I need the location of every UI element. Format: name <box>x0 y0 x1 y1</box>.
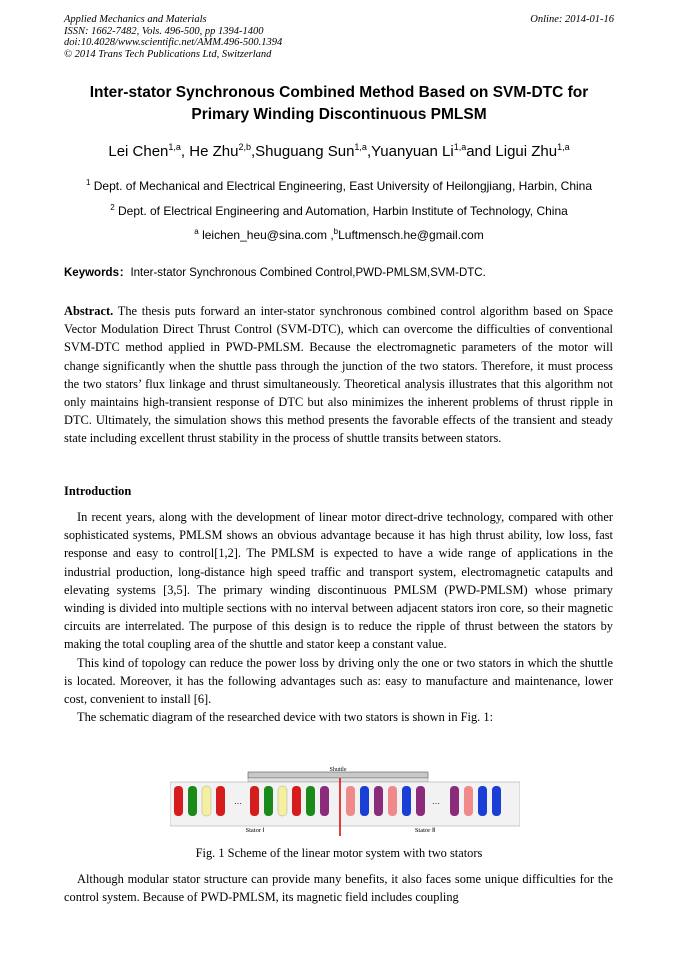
issn: ISSN: 1662-7482, Vols. 496-500, pp 1394-1400 <box>64 25 264 37</box>
page-header <box>64 14 614 60</box>
email-line <box>20 227 658 242</box>
figure-motor-scheme <box>170 764 520 836</box>
title-line-1: Inter-stator Synchronous Combined Method Based on SVM-DTC for <box>89 84 589 101</box>
author-sup: 1,a <box>453 142 467 152</box>
paper-title <box>40 82 638 126</box>
abstract-text: The thesis puts forward an inter-stator synchronous combined control algorithm based on Space Vector Modulation Direct Thrust Control (SVM-DTC), which can overcome the difficulties of conventional SVM-DTC method applied in PWD-PMLSM. Because the electromagnetic parameters of the motor will change significantly when the shuttle pass through the junction of the two stators. Therefore, it must process the two stators’ flux linkage and thrust simultaneously. Theoretical analysis illustrates that this algorithm not only maintains high-transient response of DTC but also minimizes the inherent problems of thrust ripple in DTC. Ultimately, the simulation shows this method presents the favorable effects of the transient and steady state including excellent thrust stability in the process of shuttle transits between stators. <box>64 304 614 446</box>
stator-2-label: Stator Ⅱ <box>414 827 436 834</box>
affiliation-text: Dept. of Electrical Engineering and Automation, Harbin Institute of Technology, China <box>117 204 568 218</box>
coil <box>306 786 315 816</box>
intro-paragraph-2: This kind of topology can reduce the power loss by driving only the one or two stators in which the shuttle is located. Moreover, it has the following advantages such as: easy to manufacture and maintenance, lower cost, convenient to install [6]. <box>64 655 613 707</box>
keywords <box>64 264 614 280</box>
coil <box>264 786 273 816</box>
coil <box>202 786 211 816</box>
author-name: He Zhu <box>189 143 239 160</box>
body-paragraph: Although modular stator structure can provide many benefits, it also faces some unique difficulties for the control system. Because of PWD-PMLSM, its magnetic field includes coupling <box>64 872 613 905</box>
abstract <box>64 302 613 448</box>
ellipsis: … <box>234 797 242 806</box>
coil <box>250 786 259 816</box>
body-paragraph-continued <box>64 870 613 906</box>
coil <box>278 786 287 816</box>
section-heading-introduction: Introduction <box>64 484 132 498</box>
coil <box>402 786 411 816</box>
figure-caption: Fig. 1 Scheme of the linear motor system with two stators <box>195 846 483 860</box>
author-name: Ligui Zhu <box>495 143 558 160</box>
abstract-label: Abstract. <box>64 304 114 318</box>
coil <box>478 786 487 816</box>
author-name: Lei Chen <box>108 143 169 160</box>
coil <box>346 786 355 816</box>
doi: doi:10.4028/www.scientific.net/AMM.496-500.1394 <box>64 37 283 48</box>
author-sup: 1,a <box>354 142 367 152</box>
affiliation-sup: 2 <box>110 203 115 212</box>
coil <box>174 786 183 816</box>
shuttle-label: Shuttle <box>329 767 347 773</box>
affiliation-sup: 1 <box>85 178 91 187</box>
affiliation-text: Dept. of Mechanical and Electrical Engineering, East University of Heilongjiang, Harbin, China <box>93 179 593 193</box>
coil <box>188 786 197 816</box>
shuttle-magnets <box>248 778 428 782</box>
title-line-2: Primary Winding Discontinuous PMLSM <box>191 106 487 123</box>
author-name: Yuanyuan Li <box>371 143 454 160</box>
coil <box>320 786 329 816</box>
coil <box>416 786 425 816</box>
author-sup: 1,a <box>557 142 570 152</box>
intro-paragraph-1: In recent years, along with the development of linear motor direct-drive technology, compared with other sophisticated systems, PMLSM shows an obvious advantage because it has high thrust ability, low loss, fast response and easy to control[1,2]. The PMLSM is expected to have a wide range of applications in the industrial production, long-distance high speed traffic and transport system, electromagnetic catapults and elevating systems [3,5]. The primary winding discontinuous PMLSM (PWD-PMLSM) whose primary winding is divided into multiple sections with no interval between adjacent stators iron core, so their magnetic circuits are interrelated. The purpose of this design is to reduce the ripple of thrust between the stators by making the total coupling area of the shuttle and stator keep a constant value. <box>64 510 613 652</box>
coil <box>292 786 301 816</box>
stator-1-label: Stator Ⅰ <box>245 827 265 834</box>
coil <box>374 786 383 816</box>
coil <box>450 786 459 816</box>
coil <box>360 786 369 816</box>
introduction-body <box>64 508 613 726</box>
author-sup: 2,b <box>238 142 251 152</box>
email-sup: b <box>333 227 339 236</box>
coil <box>464 786 473 816</box>
intro-paragraph-3: The schematic diagram of the researched device with two stators is shown in Fig. 1: <box>77 710 494 725</box>
copyright: © 2014 Trans Tech Publications Ltd, Switzerland <box>64 48 272 60</box>
author-list: Lei Chen$^{1,a}$, He Zhu$^{2,b}$,Shuguang Sun$^{1,a}$,Yuanyuan Li$^{1,a}$and Ligui Zhu$^{1,a}$ <box>108 142 570 160</box>
affiliation-2 <box>20 203 658 218</box>
journal-name: Applied Mechanics and Materials <box>64 14 207 25</box>
author-sup: 1,a <box>168 142 181 152</box>
email-b: Luftmensch.he@gmail.com <box>338 228 484 242</box>
affiliation-1 <box>20 178 658 193</box>
keywords-text: Inter-stator Synchronous Combined Control,PWD-PMLSM,SVM-DTC. <box>130 267 486 279</box>
email-sup: a <box>194 227 199 236</box>
email-a: leichen_heu@sina.com , <box>202 228 334 242</box>
coil <box>388 786 397 816</box>
online-date: Online: 2014-01-16 <box>530 14 614 25</box>
keywords-label: Keywords： <box>64 267 131 279</box>
ellipsis: … <box>432 797 440 806</box>
coil <box>492 786 501 816</box>
coil <box>216 786 225 816</box>
author-name: Shuguang Sun <box>255 143 355 160</box>
